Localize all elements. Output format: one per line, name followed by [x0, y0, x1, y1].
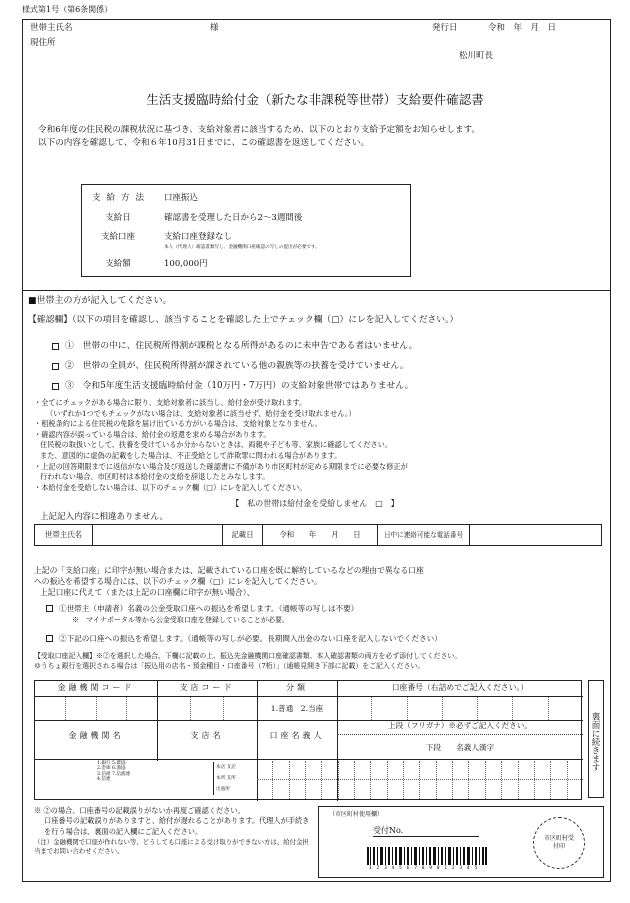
form-number: 様式第1号（第6条関係）	[22, 5, 113, 14]
branch-name-label: 支店名	[190, 731, 224, 740]
householder-label: 世帯主氏名	[30, 23, 73, 33]
issue-date-label: 発行日	[432, 23, 458, 33]
sig-name-field[interactable]	[93, 525, 223, 546]
opt1-row[interactable]	[46, 604, 358, 613]
bank-types: 1.銀行 5.農協 2.金庫 6.漁協 3.信組 7.信漁連 4.信連	[97, 761, 131, 782]
note: ・租税条約による住民税の免除を届け出ている方がいる場合は、支給対象となりません。	[34, 419, 322, 429]
check-text: ③ 令和5年度生活支援臨時給付金（10万円・7万円）の支給対象世帯ではありません。	[65, 381, 414, 391]
date-value: 確認書を受理した日から2～3週間後	[164, 213, 303, 223]
lead-line: 上記の「支給口座」に印字が無い場合または、記載されている口座を既に解約しているなどの理由で異なる口座	[34, 566, 424, 575]
amount-label: 支給額	[105, 259, 131, 269]
note: 行われない場合、市区町村は本給付金の支給を辞退したとみなします。	[40, 472, 270, 482]
intro	[38, 124, 608, 150]
notes	[34, 398, 604, 493]
sig-phone-field[interactable]	[470, 525, 602, 546]
warn: （注）金融機関で口座が作れない等、どうしても口座による受け取りができない方は、給付金担当までお問い合わせください。	[34, 837, 309, 855]
account-value: 支給口座登録なし	[164, 232, 233, 242]
page-title: 生活支援臨時給付金（新たな非課税等世帯）支給要件確認書	[146, 92, 484, 107]
holder-name-field[interactable]	[257, 761, 583, 799]
confirm-head: 【確認欄】（以下の項目を確認し、該当することを確認した上でチェック欄（□）にレを記入してください。）	[28, 315, 459, 325]
amount-value: 100,000円	[164, 259, 208, 269]
checkbox[interactable]	[52, 343, 59, 350]
signature-table	[34, 524, 602, 546]
account-label: 支給口座	[100, 232, 135, 242]
warn: ※ ②の場合、口座番号の記載誤りがないか再度ご確認ください。	[34, 806, 245, 815]
opt1-text: ①世帯主（申請者）名義の公金受取口座への振込を希望します。（通帳等の写しは不要）	[59, 604, 359, 613]
payment-info-box	[81, 184, 411, 277]
note: ・確認内容が誤っている場合は、給付金の返還を求める場合があります。	[34, 429, 271, 439]
issue-date-value: 令和 年 月 日	[488, 23, 557, 33]
check-text: ② 世帯の全員が、住民税所得割が課されている他の親族等の扶養を受けていません。	[65, 361, 409, 371]
divider	[22, 290, 611, 291]
stamp-circle: 市区町村受付印	[533, 817, 585, 869]
opt2-checkbox[interactable]	[46, 635, 53, 642]
issuer: 松川町長	[459, 51, 494, 61]
side-label: 裏面に続きます	[588, 680, 604, 798]
opt2-text: ②下記の口座への振込を希望します。（通帳等の写しが必要。長期間入出金のない口座を記入しないでください）	[59, 634, 442, 643]
branch-types: 本店 支店 本所 支所 出張所	[213, 762, 236, 795]
opt2-row[interactable]	[46, 634, 442, 643]
note: 住民税の取扱いとして、扶養を受けているか分からないときは、両親や子ども等、家族に確認してください。	[40, 440, 393, 450]
check-list	[52, 336, 417, 396]
opt1-checkbox[interactable]	[46, 605, 53, 612]
barcode-digits: 1 2 3 4 5 6 7 8 9 0 1 2 3 4 5	[369, 866, 479, 871]
address-label: 現住所	[30, 38, 56, 48]
note: （いずれか1つでもチェックがない場合は、支給対象者に該当せず、給付金を受け取れません。）	[46, 408, 356, 418]
sig-name-label: 世帯主氏名	[35, 525, 93, 546]
method-value: 口座振込	[164, 193, 199, 203]
account-no-field[interactable]	[337, 697, 583, 721]
footer-warnings	[34, 806, 312, 856]
intro-line: 以下の内容を確認して、令和６年10月31日までに、この確認書を返送してください。	[38, 138, 370, 148]
check-item[interactable]	[52, 376, 417, 396]
honorific: 様	[210, 23, 219, 33]
check-text: ① 世帯の中に、住民税所得割が課税となる所得があるのに未申告である者はいません。	[65, 341, 418, 351]
holder-name-label: 口座名義人	[269, 731, 325, 740]
office-label: （市区町村使用欄）	[329, 811, 384, 818]
office-use-box	[318, 806, 604, 878]
check-item[interactable]	[52, 356, 417, 376]
checkbox[interactable]	[52, 383, 59, 390]
opt1-note: ※ マイナポータル等から公金受取口座を登録していることが必要。	[72, 616, 289, 624]
branch-code-field[interactable]	[157, 697, 257, 721]
upper-label: 上段（フリガナ）※必ずご記入ください。	[337, 721, 583, 735]
sig-date-label: 記載日	[223, 525, 263, 546]
category-options[interactable]: 1.普通 2.当座	[257, 697, 337, 721]
warn: 口座番号の記載誤りがありますと、給付が遅れることがあります。代理人が手続きを行う場合は、裏面の記入欄にご記入ください。	[44, 816, 310, 836]
yucho-note: ゆうちょ銀行を選択される場合は「振込用の店名・預金種目・口座番号（7桁）」（通帳見開き下部に記載）をご記入ください。	[34, 662, 425, 670]
note: ・上記の回答期限までに返信がない場合及び返送した確認書に不備があり市区町村が定める期限までに必要な修正が	[34, 461, 408, 471]
sig-phone-label: 日中に連絡可能な電話番号	[378, 525, 470, 546]
bank-name-label: 金融機関名	[68, 731, 124, 740]
note: ・本給付金を受給しない場合は、以下のチェック欄（□）にレを記入してください。	[34, 482, 307, 492]
bank-table	[34, 680, 582, 800]
lead-line: への振込を希望する場合には、以下のチェック欄（□）にレを記入してください。	[34, 577, 322, 586]
barcode-icon	[367, 847, 487, 865]
check-item[interactable]	[52, 336, 417, 356]
receipt-label: 受付No.	[373, 826, 479, 837]
account-no-label: 口座番号（右詰めでご記入ください。）	[391, 683, 529, 692]
receiving-head: 【受取口座記入欄】※②を選択した場合、下欄に記載の上、振込先金融機関口座確認書類、本人確認書類の両方を必ず添付してください。	[34, 652, 462, 660]
lower-label: 下段 名義人漢字	[425, 743, 495, 752]
section-head: ■世帯主の方が記入してください。	[28, 296, 172, 306]
no-mistake: 上記記入内容に相違ありません。	[40, 512, 169, 522]
date-label: 支給日	[105, 213, 131, 223]
checkbox[interactable]	[52, 363, 59, 370]
category-label: 分類	[286, 683, 308, 692]
note: ・全てにチェックがある場合に限り、支給対象者に該当し、給付金が受け取れます。	[34, 398, 307, 407]
account-note: 本人（代理人）確認書類写し、金融機関口座確認の写しの提出が必要です。	[164, 245, 320, 250]
bank-code-field[interactable]	[35, 697, 157, 721]
decline-text[interactable]: 【 私の世帯は給付金を受給しません □ 】	[231, 499, 399, 508]
method-label: 支給方法	[92, 193, 144, 203]
note: また、意図的に虚偽の記載をした場合は、不正受給として詐欺罪に問われる場合があります。	[40, 450, 342, 460]
sig-date-field[interactable]: 令和 年 月 日	[263, 525, 378, 546]
intro-line: 令和6年度の住民税の課税状況に基づき、支給対象者に該当するため、以下のとおり支給予定額をお知らせします。	[38, 125, 481, 135]
branch-code-label: 支店コード	[179, 683, 235, 692]
lead-line: 上記口座に代えて（または上記の口座欄に印字が無い場合）、	[40, 588, 255, 597]
bank-code-label: 金融機関コード	[57, 683, 135, 692]
account-lead	[34, 565, 604, 598]
